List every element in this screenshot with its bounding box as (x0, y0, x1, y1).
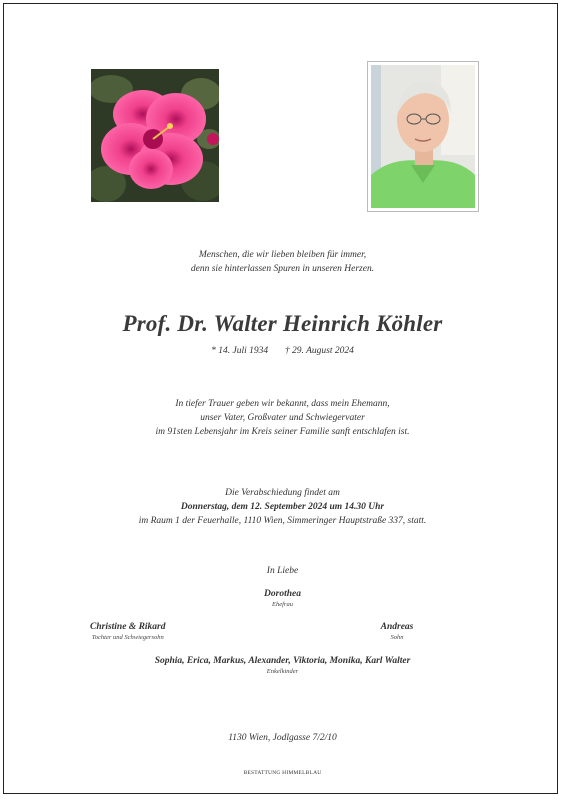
deceased-name: Prof. Dr. Walter Heinrich Köhler (122, 311, 443, 336)
mourner-name: Andreas (380, 622, 414, 632)
mourner-daughter (90, 622, 250, 644)
life-dates (0, 346, 565, 356)
farewell-location: im Raum 1 der Feuerhalle, 1110 Wien, Simmeringer Hauptstraße 337, statt. (138, 516, 427, 526)
announcement-line-3: im 91sten Lebensjahr im Kreis seiner Familie sanft entschlafen ist. (155, 427, 410, 437)
birth-date: * 14. Juli 1934 (211, 346, 269, 356)
announcement-line-1: In tiefer Trauer geben wir bekannt, dass mein Ehemann, (175, 399, 390, 409)
mourner-name: Dorothea (264, 589, 301, 599)
mourner-grandchildren (0, 656, 565, 675)
farewell-details (0, 486, 565, 528)
death-date: † 29. August 2024 (284, 346, 354, 356)
undertaker-name: BESTATTUNG HIMMELBLAU (243, 770, 322, 776)
mourner-role: Ehefrau (272, 601, 293, 608)
mourner-role: Tochter und Schwiegersohn (91, 634, 164, 641)
mourner-role: Sohn (390, 634, 404, 641)
mourner-wife (0, 589, 565, 608)
mourner-name: Sophia, Erica, Markus, Alexander, Viktoria, Monika, Karl Walter (154, 656, 411, 666)
mourner-son (357, 622, 437, 641)
family-address: 1130 Wien, Jodlgasse 7/2/10 (228, 733, 337, 743)
verse-line-2: denn sie hinterlassen Spuren in unseren Herzen. (190, 264, 375, 274)
verse-line-1: Menschen, die wir lieben bleiben für immer, (198, 250, 367, 260)
farewell-intro: Die Verabschiedung findet am (225, 488, 340, 498)
mourner-name: Christine & Rikard (90, 622, 166, 632)
in-love-label: In Liebe (266, 566, 299, 576)
announcement-line-2: unser Vater, Großvater und Schwiegervater (200, 413, 365, 423)
memorial-verse (0, 248, 565, 276)
flower-photo (91, 69, 219, 202)
farewell-datetime: Donnerstag, dem 12. September 2024 um 14.30 Uhr (180, 502, 385, 512)
portrait-photo (367, 61, 479, 212)
announcement-text (0, 397, 565, 439)
mourner-role: Enkelkinder (266, 668, 299, 675)
